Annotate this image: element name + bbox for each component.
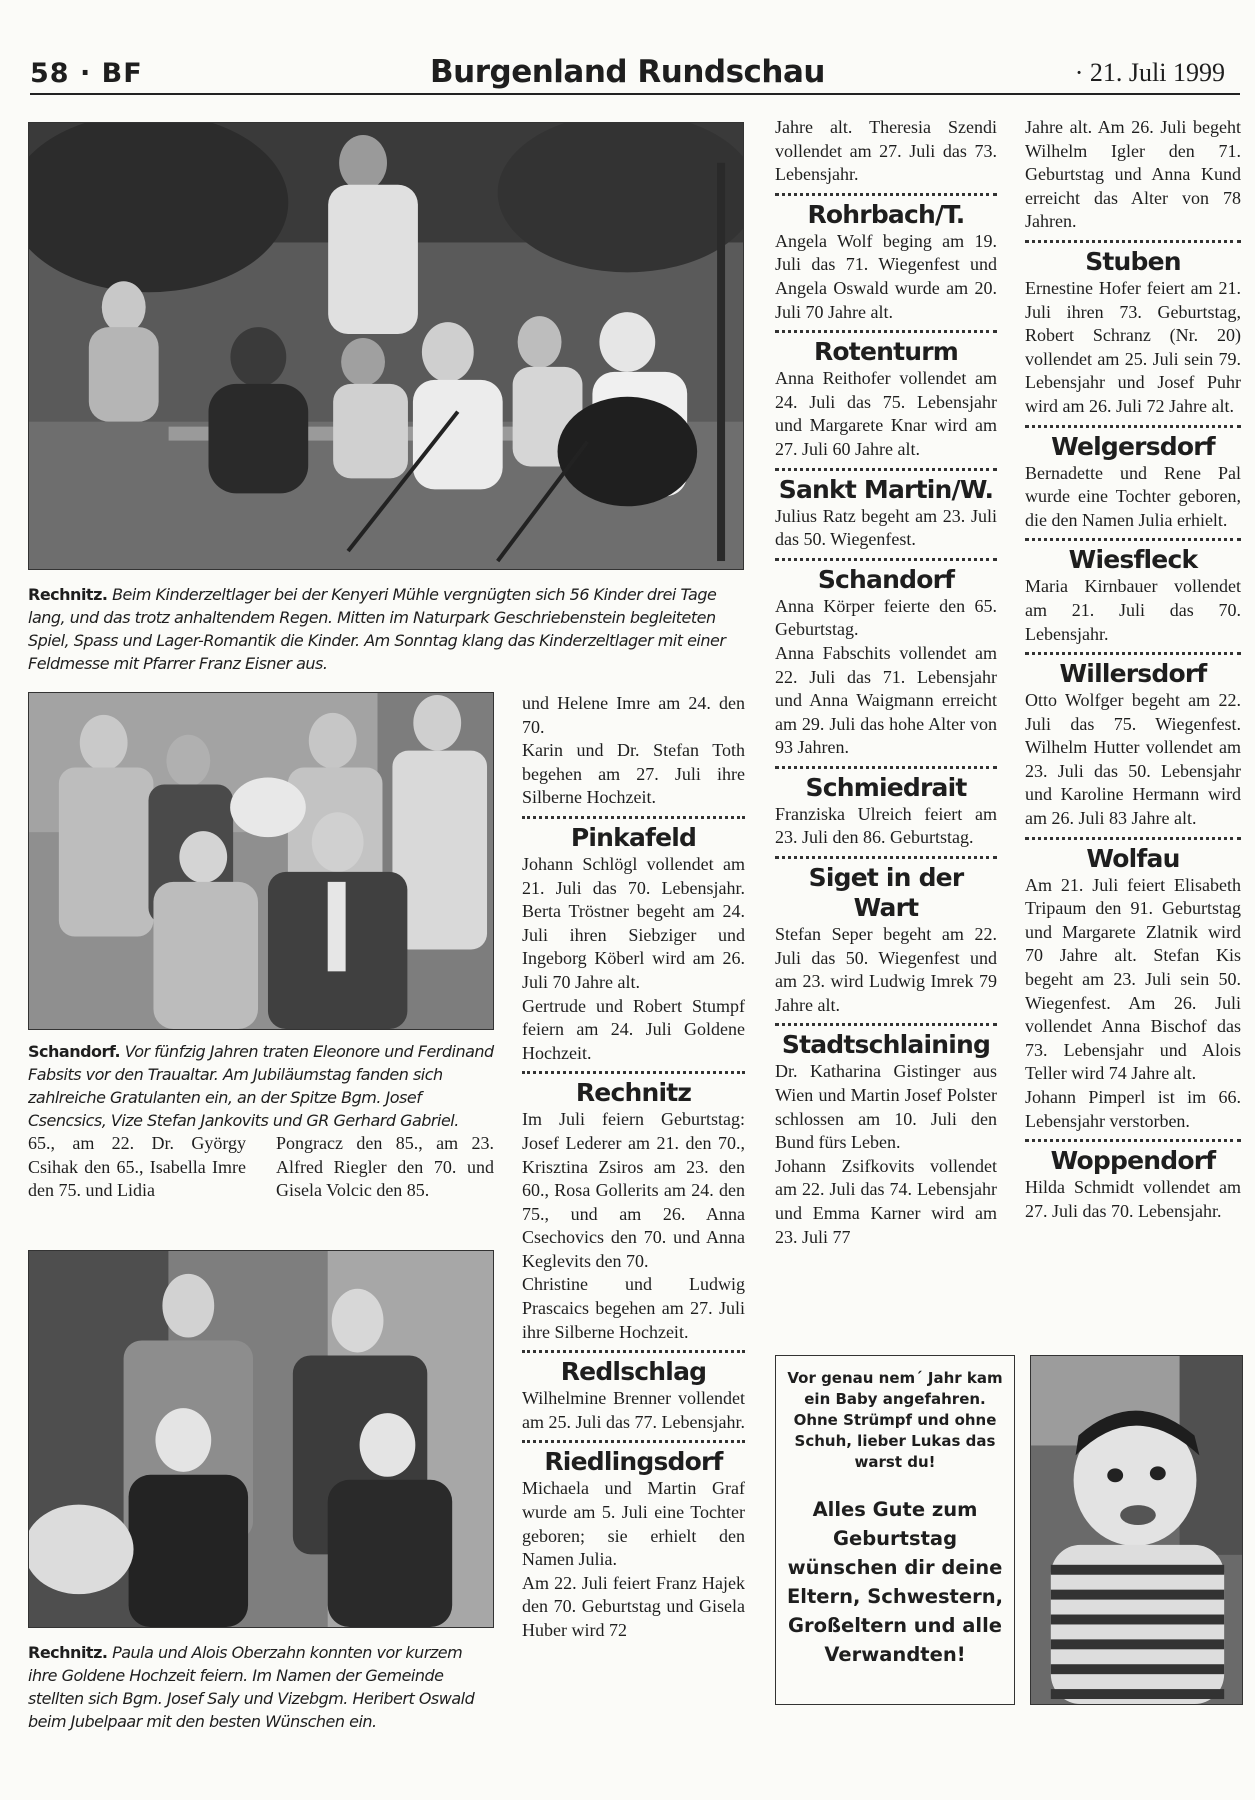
section-heading-willersdorf: Willersdorf bbox=[1059, 659, 1207, 689]
dotted-separator bbox=[1025, 425, 1241, 428]
section-heading-stadtschlaining: Stadtschlaining bbox=[781, 1030, 991, 1060]
oberzahn-photo-caption bbox=[28, 1641, 494, 1733]
page-number: 58 · BF bbox=[30, 58, 143, 89]
paragraph: Franziska Ulreich feiert am 23. Juli den 86. Geburtstag. bbox=[775, 803, 997, 848]
section-heading-schandorf: Schandorf bbox=[817, 564, 955, 594]
dotted-separator bbox=[522, 1440, 745, 1443]
ad-verse: Vor genau nem´ Jahr kam ein Baby angefahren. Ohne Strümpf und ohne Schuh, lieber Lukas das warst du! bbox=[787, 1369, 1003, 1471]
paragraph: Am 22. Juli feiert Franz Hajek den 70. Geburtstag und Gisela Huber wird 72 bbox=[522, 1572, 745, 1640]
newspaper-title: Burgenland Rundschau bbox=[430, 54, 825, 90]
ad-wishes: Alles Gute zum Geburtstag wünschen dir deine Eltern, Schwestern, Großeltern und alle Verwandten! bbox=[786, 1498, 1004, 1666]
dotted-separator bbox=[775, 766, 997, 769]
dotted-separator bbox=[775, 1023, 997, 1026]
section-heading-sankt-martin: Sankt Martin/W. bbox=[778, 474, 994, 504]
dotted-separator bbox=[775, 193, 997, 196]
mini-column-right bbox=[276, 1132, 494, 1203]
text-column-4 bbox=[1025, 116, 1241, 1223]
paragraph: Karin und Dr. Stefan Toth begehen am 27. Juli ihre Silberne Hochzeit. bbox=[522, 740, 745, 808]
issue-date: · 21. Juli 1999 bbox=[1074, 58, 1225, 87]
section-heading-riedlingsdorf: Riedlingsdorf bbox=[544, 1447, 723, 1477]
section-heading-pinkafeld: Pinkafeld bbox=[570, 822, 697, 852]
text-column-3 bbox=[775, 116, 997, 1249]
paragraph: Johann Pimperl ist im 66. Lebensjahr verstorben. bbox=[1025, 1087, 1241, 1131]
paragraph: und Helene Imre am 24. den 70. bbox=[522, 693, 745, 737]
dotted-separator bbox=[522, 1071, 745, 1074]
paragraph: Gertrude und Robert Stumpf feiern am 24. Juli Goldene Hochzeit. bbox=[522, 995, 745, 1063]
section-heading-wiesfleck: Wiesfleck bbox=[1068, 545, 1198, 575]
caption-place: Rechnitz. bbox=[28, 585, 108, 604]
paragraph: Julius Ratz begeht am 23. Juli das 50. Wiegenfest. bbox=[775, 505, 997, 550]
paragraph: Maria Kirnbauer vollendet am 21. Juli das 70. Lebensjahr. bbox=[1025, 576, 1241, 644]
paragraph: Ernestine Hofer feiert am 21. Juli ihren 73. Geburtstag, Robert Schranz (Nr. 20) vollendet am 25. Juli sein 79. Lebensjahr und Josef Puhr wird am 26. Juli 72 Jahre alt. bbox=[1025, 277, 1241, 416]
header-rule bbox=[30, 93, 1240, 95]
section-heading-redlschlag: Redlschlag bbox=[560, 1357, 707, 1387]
paragraph: Anna Reithofer vollendet am 24. Juli das 75. Lebensjahr und Margarete Knar wird am 27. Juli 60 Jahre alt. bbox=[775, 368, 997, 459]
dotted-separator bbox=[522, 816, 745, 819]
paragraph: Am 21. Juli feiert Elisabeth Tripaum den 91. Geburtstag und Margarete Zlatnik wird 70 Jahre alt. Stefan Kis begeht am 23. Juli sein 50. Wiegenfest. Am 26. Juli vollendet Anna Bischof das 73. Lebensjahr und Alois Teller wird 74 Jahre alt. bbox=[1025, 874, 1241, 1084]
paragraph: Christine und Ludwig Prascaics begehen am 27. Juli ihre Silberne Hochzeit. bbox=[522, 1274, 745, 1342]
section-heading-stuben: Stuben bbox=[1085, 246, 1181, 276]
paragraph: 65., am 22. Dr. György Csihak den 65., Isabella Imre den 75. und Lidia bbox=[28, 1133, 246, 1201]
dotted-separator bbox=[775, 468, 997, 471]
section-heading-rechnitz: Rechnitz bbox=[575, 1078, 692, 1108]
paragraph: Johann Zsifkovits vollendet am 22. Juli das 74. Lebensjahr und Emma Karner wird am 23. Juli 77 bbox=[775, 1155, 997, 1247]
section-heading-schmiedrait: Schmiedrait bbox=[805, 772, 967, 802]
caption-place: Schandorf. bbox=[28, 1042, 121, 1061]
section-heading-wolfau: Wolfau bbox=[1086, 843, 1180, 873]
dotted-separator bbox=[1025, 837, 1241, 840]
dotted-separator bbox=[775, 558, 997, 561]
paragraph: Dr. Katharina Gistinger aus Wien und Martin Josef Polster schlossen am 10. Juli den Bund fürs Leben. bbox=[775, 1061, 997, 1153]
paragraph: Jahre alt. Am 26. Juli begeht Wilhelm Igler den 71. Geburtstag und Anna Kund erreicht das Alter von 78 Jahren. bbox=[1025, 117, 1241, 232]
oberzahn-photo bbox=[28, 1250, 494, 1628]
caption-text: Paula und Alois Oberzahn konnten vor kurzem ihre Goldene Hochzeit feiern. Im Namen der Gemeinde stellten sich Bgm. Josef Saly und Vizebgm. Heribert Oswald beim Jubelpaar mit den besten Wünschen ein. bbox=[28, 1643, 475, 1731]
dotted-separator bbox=[1025, 240, 1241, 243]
baby-photo bbox=[1030, 1355, 1243, 1705]
section-heading-woppendorf: Woppendorf bbox=[1050, 1146, 1216, 1176]
paragraph: Michaela und Martin Graf wurde am 5. Juli eine Tochter geboren; sie erhielt den Namen Julia. bbox=[522, 1478, 745, 1570]
section-heading-siget: Siget in der Wart bbox=[808, 863, 964, 923]
caption-text: Vor fünfzig Jahren traten Eleonore und Ferdinand Fabsits vor den Traualtar. Am Jubiläumstag fanden sich zahlreiche Gratulanten ein, an der Spitze Bgm. Josef Csencsics, Vize Stefan Jankovits und GR Gerhard Gabriel. bbox=[28, 1042, 494, 1130]
fabsits-photo bbox=[28, 692, 494, 1030]
caption-place: Rechnitz. bbox=[28, 1643, 108, 1662]
paragraph: Wilhelmine Brenner vollendet am 25. Juli das 77. Lebensjahr. bbox=[522, 1388, 745, 1432]
paragraph: Otto Wolfger begeht am 22. Juli das 75. Wiegenfest. Wilhelm Hutter vollendet am 23. Juli das 50. Lebensjahr und Karoline Hermann wird am 26. Juli 83 Jahre alt. bbox=[1025, 690, 1241, 829]
dotted-separator bbox=[1025, 1139, 1241, 1142]
camp-photo bbox=[28, 122, 744, 570]
paragraph: Hilda Schmidt vollendet am 27. Juli das 70. Lebensjahr. bbox=[1025, 1177, 1241, 1221]
birthday-ad bbox=[775, 1355, 1015, 1705]
section-heading-welgersdorf: Welgersdorf bbox=[1051, 431, 1215, 461]
paragraph: Stefan Seper begeht am 22. Juli das 50. Wiegenfest und am 23. wird Ludwig Imrek 79 Jahre alt. bbox=[775, 924, 997, 1015]
dotted-separator bbox=[522, 1350, 745, 1353]
section-heading-rotenturm: Rotenturm bbox=[813, 337, 959, 367]
mini-column-left bbox=[28, 1132, 246, 1203]
camp-photo-caption bbox=[28, 583, 744, 675]
caption-text: Beim Kinderzeltlager bei der Kenyeri Mühle vergnügten sich 56 Kinder drei Tage lang, und das trotz anhaltendem Regen. Mitten im Naturpark Geschriebenstein begleiteten Spiel, Spass und Lager-Romantik die Kinder. Am Sonntag klang das Kinderzeltlager mit einer Feldmesse mit Pfarrer Franz Eisner aus. bbox=[28, 585, 726, 673]
paragraph: Jahre alt. Theresia Szendi vollendet am 27. Juli das 73. Lebensjahr. bbox=[775, 117, 997, 185]
dotted-separator bbox=[1025, 538, 1241, 541]
paragraph: Anna Körper feierte den 65. Geburtstag. bbox=[775, 595, 997, 640]
paragraph: Anna Fabschits vollendet am 22. Juli das 71. Lebensjahr und Anna Waigmann erreicht am 29. Juli das hohe Alter von 93 Jahren. bbox=[775, 642, 997, 758]
dotted-separator bbox=[1025, 652, 1241, 655]
dotted-separator bbox=[775, 330, 997, 333]
paragraph: Bernadette und Rene Pal wurde eine Tochter geboren, die den Namen Julia erhielt. bbox=[1025, 462, 1241, 530]
paragraph: Im Juli feiern Geburtstag: Josef Lederer am 21. den 70., Krisztina Zsiros am 23. den 60., Rosa Gollerits am 24. den 75., und am 26. Anna Csechovics den 70. und Anna Keglevits den 70. bbox=[522, 1109, 745, 1271]
paragraph: Angela Wolf beging am 19. Juli das 71. Wiegenfest und Angela Oswald wurde am 20. Juli 70 Jahre alt. bbox=[775, 230, 997, 322]
section-heading-rohrbach: Rohrbach/T. bbox=[807, 199, 965, 229]
text-column-2 bbox=[522, 692, 745, 1643]
paragraph: Johann Schlögl vollendet am 21. Juli das 70. Lebensjahr. Berta Tröstner begeht am 24. Juli ihren Siebziger und Ingeborg Köberl wird am 26. Juli 70 Jahre alt. bbox=[522, 853, 745, 992]
dotted-separator bbox=[775, 856, 997, 859]
fabsits-photo-caption bbox=[28, 1040, 494, 1132]
paragraph: Pongracz den 85., am 23. Alfred Riegler den 70. und Gisela Volcic den 85. bbox=[276, 1133, 494, 1201]
